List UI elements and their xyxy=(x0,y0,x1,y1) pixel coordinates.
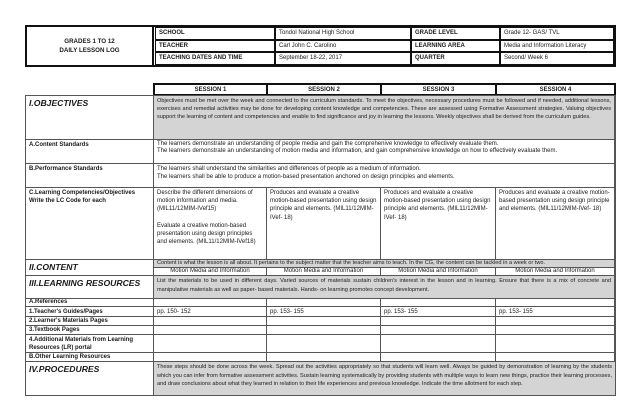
textbook-s1 xyxy=(154,326,267,335)
learning-area-value: Media and Information Literacy xyxy=(500,40,614,53)
learning-area-label: LEARNING AREA xyxy=(411,40,500,53)
teacher-value: Carl John C. Carolino xyxy=(275,40,411,53)
performance-standards-value xyxy=(154,164,615,188)
learning-resources-note: List the materials to be used in different days. Varied sources of materials sustain children's interest in the lesson and in learning. Ensure that there is a mix of concrete and manipulative materials as well as paper- based materials. Hands- on learning promotes concept development. xyxy=(154,276,615,299)
performance-standards-label: B.Performance Standards xyxy=(26,164,154,188)
title-line-1: GRADES 1 TO 12 xyxy=(64,38,115,45)
content-session-2: Motion Media and Information xyxy=(267,268,381,276)
content-session-4: Motion Media and Information xyxy=(496,268,615,276)
other-resources-s4 xyxy=(496,353,615,362)
content-standards-value xyxy=(154,140,615,164)
procedures-label: IV.PROCEDURES xyxy=(26,362,154,395)
competency-session-1 xyxy=(154,188,267,260)
teacher-label: TEACHER xyxy=(155,40,275,53)
additional-materials-label: 4.Additional Materials from Learning Resources (LR) portal xyxy=(26,335,154,353)
learning-resources-label: III.LEARNING RESOURCES xyxy=(26,276,154,299)
learners-materials-s1 xyxy=(154,317,267,326)
dates-value: September 18-22, 2017 xyxy=(275,52,411,65)
other-resources-s3 xyxy=(381,353,496,362)
objectives-note: Objectives must be met over the week and connected to the curriculum standards. To meet the objectives, necessary procedures must be followed and if needed, additional lessons, exercises and remedial activities may be done for developing content knowledge and competencies. These are assessed using Formative Assessment strategies. Valuing objectives support the learning of content and competencies and enable to find significance and joy in learning the lessons. Weekly objectives shall be derived from the curriculum guides. xyxy=(154,96,615,140)
additional-materials-s2 xyxy=(267,335,381,353)
dates-label: TEACHING DATES AND TIME xyxy=(155,52,275,65)
additional-materials-s4 xyxy=(496,335,615,353)
references-s1 xyxy=(154,299,267,307)
competency-s1-part-2: Evaluate a creative motion-based presentation using design principles and elements. (MIL11/12MIM-IVef18) xyxy=(157,222,256,246)
teachers-guide-label: 1.Teacher's Guides/Pages xyxy=(26,307,154,317)
session-1-header: SESSION 1 xyxy=(153,83,268,96)
quarter-value: Second/ Week 6 xyxy=(500,52,614,65)
learners-materials-s2 xyxy=(267,317,381,326)
performance-standard-2: The learners shall be able to produce a motion-based presentation anchored on design principles and elements. xyxy=(157,174,455,180)
content-standards-label: A.Content Standards xyxy=(26,140,154,164)
title-line-2: DAILY LESSON LOG xyxy=(59,47,120,54)
other-resources-s2 xyxy=(267,353,381,362)
textbook-label: 3.Textbook Pages xyxy=(26,326,154,335)
grade-level-label: GRADE LEVEL xyxy=(411,27,500,40)
teachers-guide-s3: pp. 153- 155 xyxy=(381,307,496,317)
quarter-label: QUARTER xyxy=(411,52,500,65)
content-session-3: Motion Media and Information xyxy=(381,268,496,276)
references-label: A.References xyxy=(26,299,154,307)
performance-standard-1: The learners shall understand the similarities and differences of people as a medium of information. xyxy=(157,166,421,172)
learners-materials-s3 xyxy=(381,317,496,326)
competency-session-4: Produces and evaluate a creative motion-based presentation using design principle and elements. (MIL11/12MIM-IVef- 18) xyxy=(496,188,615,260)
procedures-note: These steps should be done across the week. Spread out the activities appropriately so that students will learn well. Always be guided by demonstration of learning by the students which you can infer from formative assessment activities. Sustain learning systematically by providing students with multiple ways to learn new things, practice their learning processes, and draw conclusions about what they learned in relation to their life experiences and previous knowledge. Indicate the time allotment for each step. xyxy=(154,362,615,395)
references-s3 xyxy=(381,299,496,307)
competency-session-3: Produces and evaluate a creative motion-based presentation using design principle and elements. (MIL11/12MIM-IVef- 18) xyxy=(381,188,496,260)
teachers-guide-s2: pp. 153- 155 xyxy=(267,307,381,317)
competencies-label-line-2: Write the LC Code for each xyxy=(29,198,106,205)
competency-s1-part-1: Describe the different dimensions of motion information and media. (MIL11/12MIM-IVef15) xyxy=(157,190,253,213)
content-standard-2: The learners demonstrate an understanding of motion media and information, and gain comprehensive knowledge on how to effectively evaluate them. xyxy=(157,148,558,155)
teachers-guide-s1: pp. 150- 152 xyxy=(154,307,267,317)
competencies-label-line-1: C.Learning Competencies/Objectives xyxy=(29,190,136,196)
session-4-header: SESSION 4 xyxy=(495,83,616,96)
textbook-s3 xyxy=(381,326,496,335)
school-value: Tondol National High School xyxy=(275,27,411,40)
content-label: II.CONTENT xyxy=(26,260,154,276)
content-note: Content is what the lesson is all about. It pertains to the subject matter that the teacher aims to teach. In the CG, the content can be tackled in a week or two. xyxy=(154,260,615,268)
references-s2 xyxy=(267,299,381,307)
content-session-1: Motion Media and Information xyxy=(154,268,267,276)
textbook-s2 xyxy=(267,326,381,335)
session-3-header: SESSION 3 xyxy=(380,83,497,96)
content-standard-1: The learners demonstrate an understanding of people media and gain the comprehenive knowledge to effectively evaluate them. xyxy=(157,141,499,147)
competencies-label xyxy=(26,188,154,260)
grade-level-value: Grade 12- GAS/ TVL xyxy=(500,27,614,40)
textbook-s4 xyxy=(496,326,615,335)
learners-materials-label: 2.Learner's Materials Pages xyxy=(26,317,154,326)
additional-materials-s1 xyxy=(154,335,267,353)
learners-materials-s4 xyxy=(496,317,615,326)
lesson-plan-table xyxy=(25,95,616,396)
references-s4 xyxy=(496,299,615,307)
other-resources-label: B.Other Learning Resources xyxy=(26,353,154,362)
teachers-guide-s4: pp. 153- 155 xyxy=(496,307,615,317)
other-resources-s1 xyxy=(154,353,267,362)
competency-session-2: Produces and evaluate a creative motion-based presentation using design principle and elements. (MIL11/12MIM-IVef- 18) xyxy=(267,188,381,260)
objectives-label: I.OBJECTIVES xyxy=(26,96,154,140)
additional-materials-s3 xyxy=(381,335,496,353)
school-label: SCHOOL xyxy=(155,27,275,40)
lesson-log-header xyxy=(25,25,616,67)
document-title xyxy=(27,27,154,65)
session-2-header: SESSION 2 xyxy=(266,83,382,96)
